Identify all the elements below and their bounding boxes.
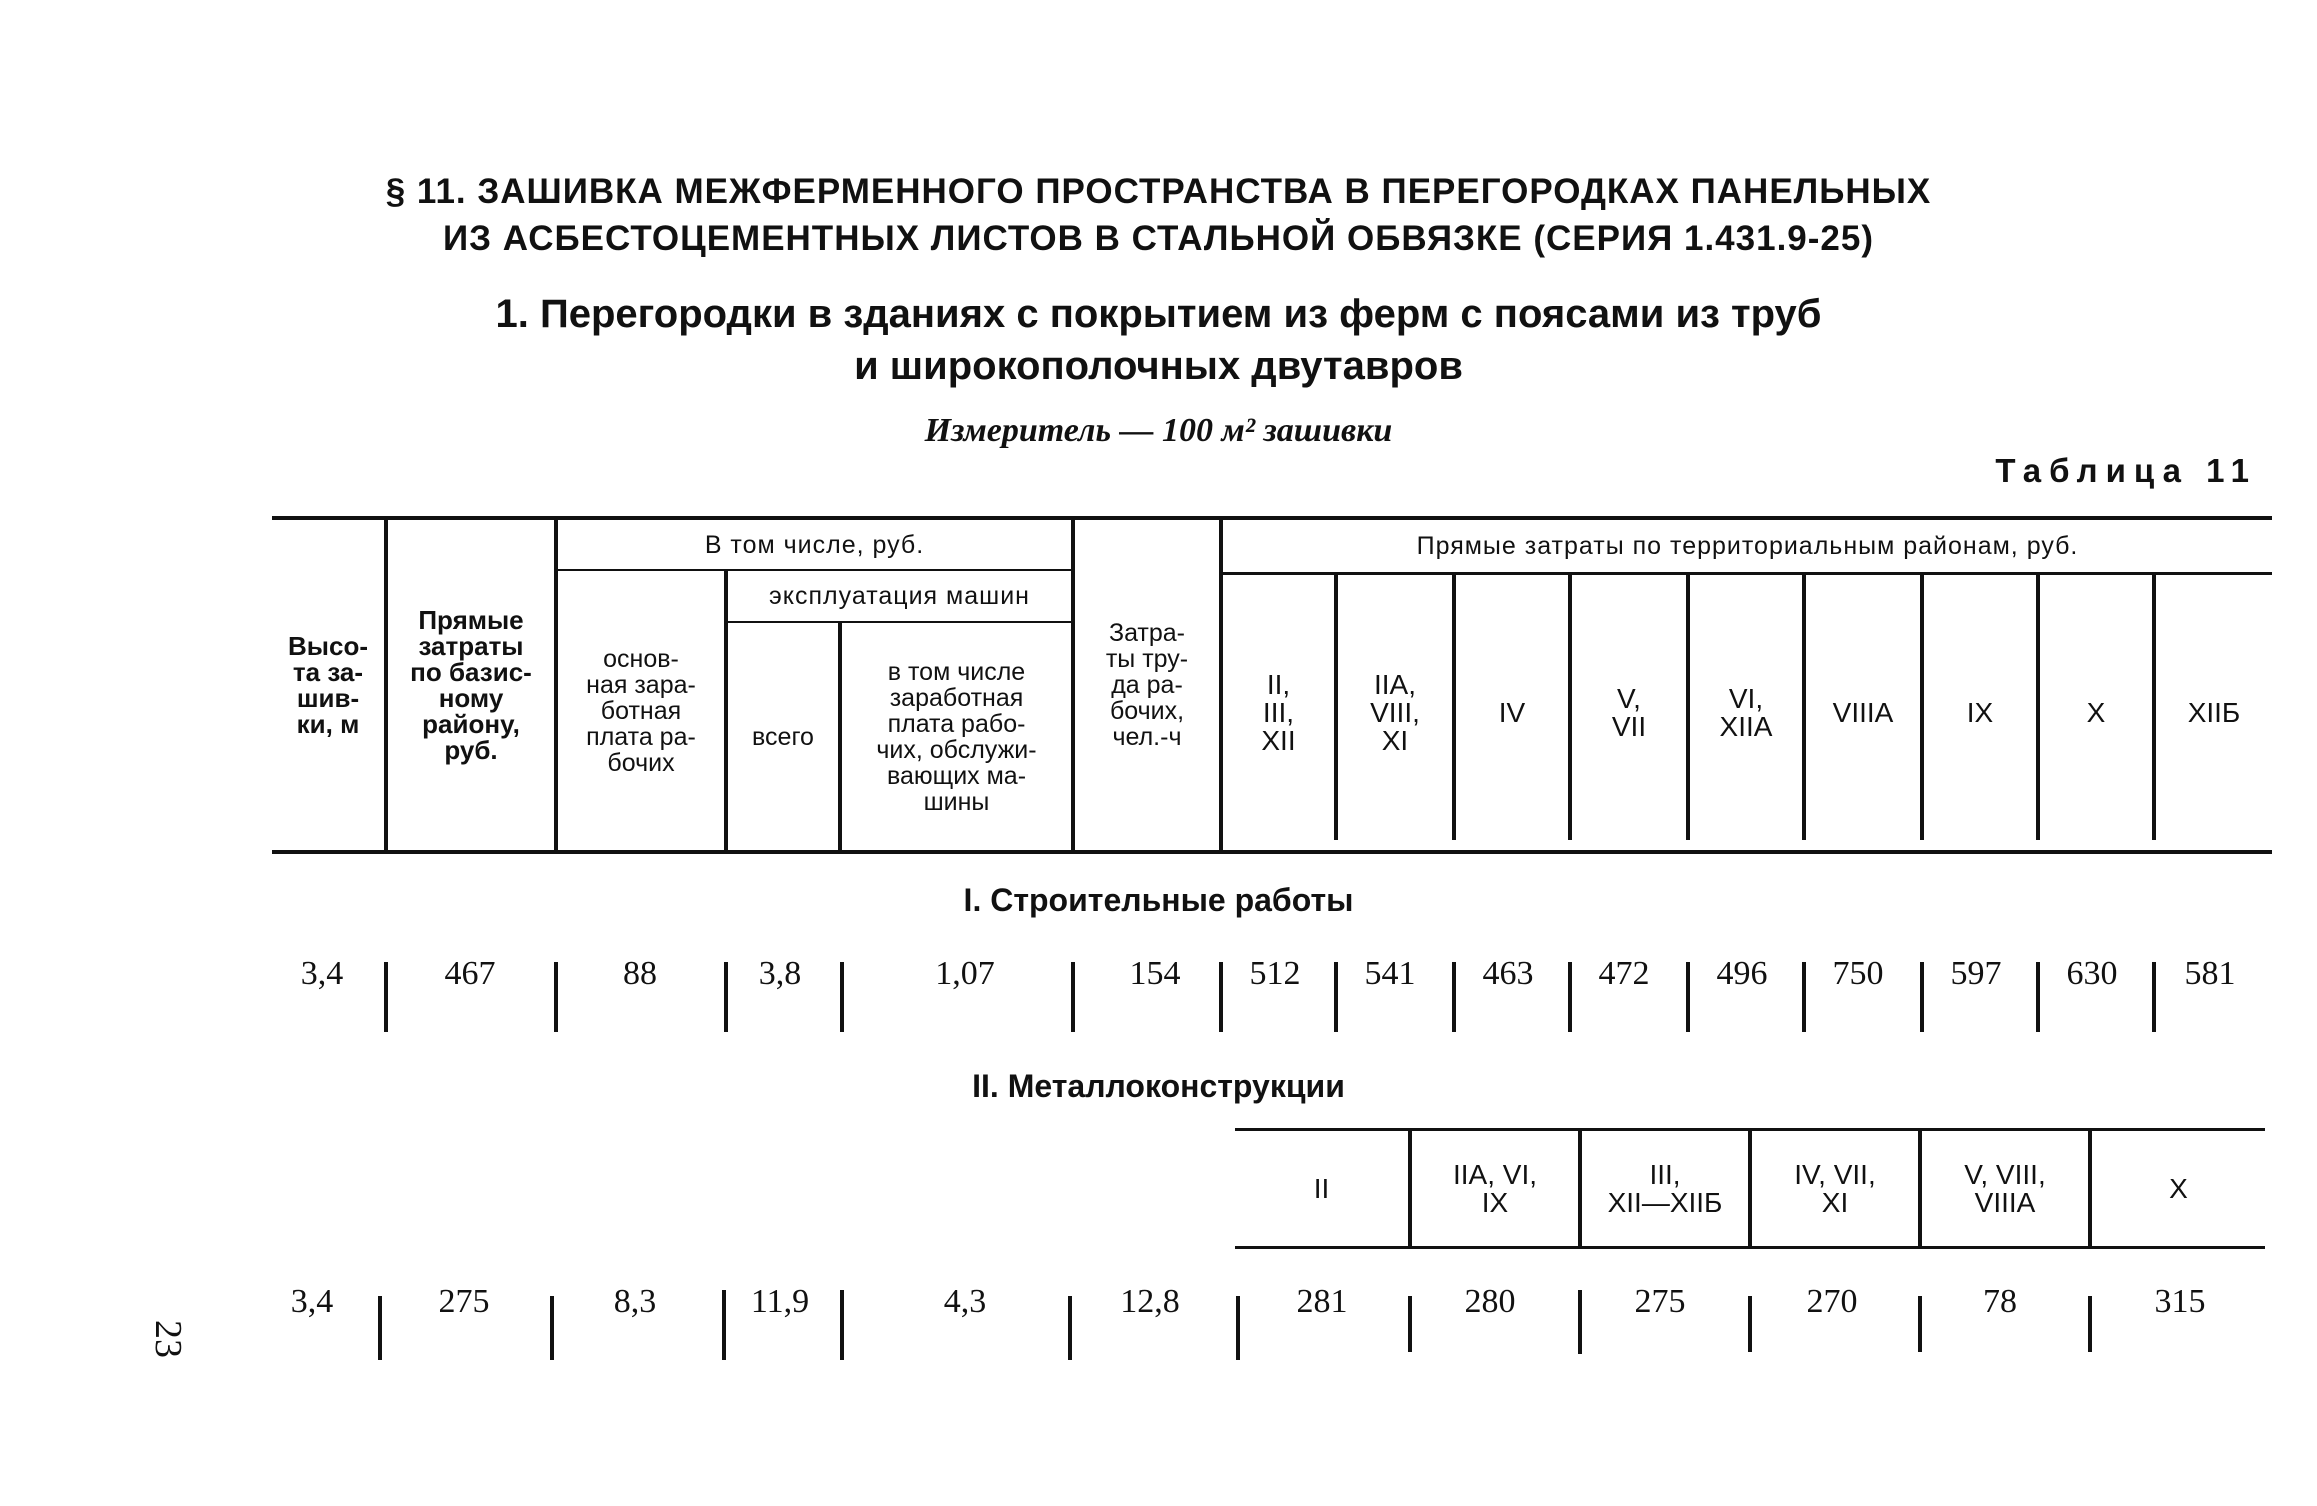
header-machines-wage: в том числе заработная плата рабо- чих, обслужи- вающих ма- шины	[876, 657, 1037, 816]
header-region: IX	[1966, 696, 1994, 728]
row-vline	[1802, 962, 1806, 1032]
row-vline	[378, 1296, 382, 1360]
row-vline	[840, 962, 844, 1032]
table-cell: 750	[1832, 955, 1884, 992]
table-cell: 8,3	[613, 1283, 657, 1320]
table-cell: 1,07	[935, 955, 995, 992]
header-region: X	[2086, 696, 2106, 728]
part2-region: V, VIII, VIIIA	[1964, 1158, 2046, 1218]
table-cell: 78	[1983, 1283, 2017, 1320]
row-vline	[1219, 962, 1223, 1032]
header-incl: В том числе, руб.	[704, 530, 925, 559]
table-cell: 281	[1296, 1283, 1348, 1320]
table-cell: 270	[1806, 1283, 1858, 1320]
row-vline	[1068, 1296, 1072, 1360]
row-vline	[722, 1290, 726, 1360]
header-direct-base: Прямые затраты по базис- ному району, руб.	[410, 605, 532, 765]
header-machines: эксплуатация машин	[769, 582, 1030, 610]
subsection-title	[0, 288, 2317, 392]
table-cell: 541	[1364, 955, 1416, 992]
subsection-title-line1: 1. Перегородки в зданиях с покрытием из ферм с поясами из труб	[495, 292, 1822, 336]
row-vline	[2152, 962, 2156, 1032]
row-vline	[1568, 962, 1572, 1032]
table-cell: 88	[623, 955, 657, 992]
header-machines-total: всего	[752, 722, 814, 751]
part2-region: X	[2169, 1172, 2188, 1204]
header-region: XIIБ	[2187, 696, 2241, 728]
table-cell: 275	[1634, 1283, 1686, 1320]
row-vline	[1920, 962, 1924, 1032]
part2-title: II. Металлоконструкции	[972, 1068, 1345, 1104]
row-vline	[2088, 1296, 2092, 1352]
part2-bottom-rule	[1235, 1246, 2265, 1249]
row-vline	[1408, 1296, 1412, 1352]
row-vline	[724, 962, 728, 1032]
row-vline	[2036, 962, 2040, 1032]
section-title-line1: § 11. ЗАШИВКА МЕЖФЕРМЕННОГО ПРОСТРАНСТВА В ПЕРЕГОРОДКАХ ПАНЕЛЬНЫХ	[385, 172, 1932, 211]
table-cell: 315	[2154, 1283, 2206, 1320]
table-cell: 154	[1129, 955, 1181, 992]
header-region: VI, XIIA	[1719, 682, 1773, 742]
table-cell: 3,4	[300, 955, 344, 992]
header-height: Высо- та за- шив- ки, м	[288, 631, 368, 739]
row-vline	[1334, 962, 1338, 1032]
table-cell: 467	[444, 955, 496, 992]
row-vline	[1071, 962, 1075, 1032]
header-region: IV	[1498, 696, 1526, 728]
header-region: IIA, VIII, XI	[1370, 668, 1420, 756]
part2-region: IV, VII, XI	[1794, 1158, 1876, 1218]
part2-region: II	[1313, 1172, 1330, 1204]
part2-region: IIA, VI, IX	[1452, 1158, 1538, 1218]
table-cell: 4,3	[943, 1283, 987, 1320]
table-cell: 512	[1249, 955, 1301, 992]
row-vline	[1236, 1296, 1240, 1360]
table-cell: 581	[2184, 955, 2236, 992]
row-vline	[840, 1290, 844, 1360]
table-cell: 496	[1716, 955, 1768, 992]
table-cell: 12,8	[1120, 1283, 1180, 1320]
row-vline	[1686, 962, 1690, 1032]
section-title	[0, 168, 2317, 262]
table-cell: 3,4	[290, 1283, 334, 1320]
part2-region: III, XII—XIIБ	[1607, 1158, 1723, 1218]
table-cell: 630	[2066, 955, 2118, 992]
header-basic-wage: основ- ная зара- ботная плата ра- бочих	[586, 644, 696, 777]
table-cell: 463	[1482, 955, 1534, 992]
row-vline	[554, 962, 558, 1032]
table-number: Таблица 11	[1995, 452, 2257, 489]
table-cell: 11,9	[750, 1283, 810, 1320]
table-cell: 275	[438, 1283, 490, 1320]
table-header-bottom-rule	[272, 850, 2272, 854]
table-cell: 280	[1464, 1283, 1516, 1320]
row-vline	[550, 1296, 554, 1360]
row-vline	[1748, 1296, 1752, 1352]
subsection-title-line2: и широкополочных двутавров	[854, 344, 1463, 388]
row-vline	[1578, 1290, 1582, 1354]
part1-title: I. Строительные работы	[963, 882, 1354, 918]
header-labor: Затра- ты тру- да ра- бочих, чел.-ч	[1105, 619, 1189, 751]
header-regions-title: Прямые затраты по территориальным районам, руб.	[1416, 532, 2079, 560]
header-region: VIIIA	[1832, 696, 1894, 728]
header-region: V, VII	[1611, 682, 1647, 742]
table-cell: 597	[1950, 955, 2002, 992]
table-cell: 472	[1598, 955, 1650, 992]
row-vline	[384, 962, 388, 1032]
row-vline	[1918, 1296, 1922, 1352]
header-region: II, III, XII	[1261, 668, 1296, 756]
row-vline	[1452, 962, 1456, 1032]
meter-label: Измеритель — 100 м² зашивки	[924, 412, 1393, 449]
page-number: 23	[147, 1320, 189, 1358]
section-title-line2: ИЗ АСБЕСТОЦЕМЕНТНЫХ ЛИСТОВ В СТАЛЬНОЙ ОБВЯЗКЕ (СЕРИЯ 1.431.9-25)	[443, 219, 1874, 258]
table-cell: 3,8	[758, 955, 802, 992]
